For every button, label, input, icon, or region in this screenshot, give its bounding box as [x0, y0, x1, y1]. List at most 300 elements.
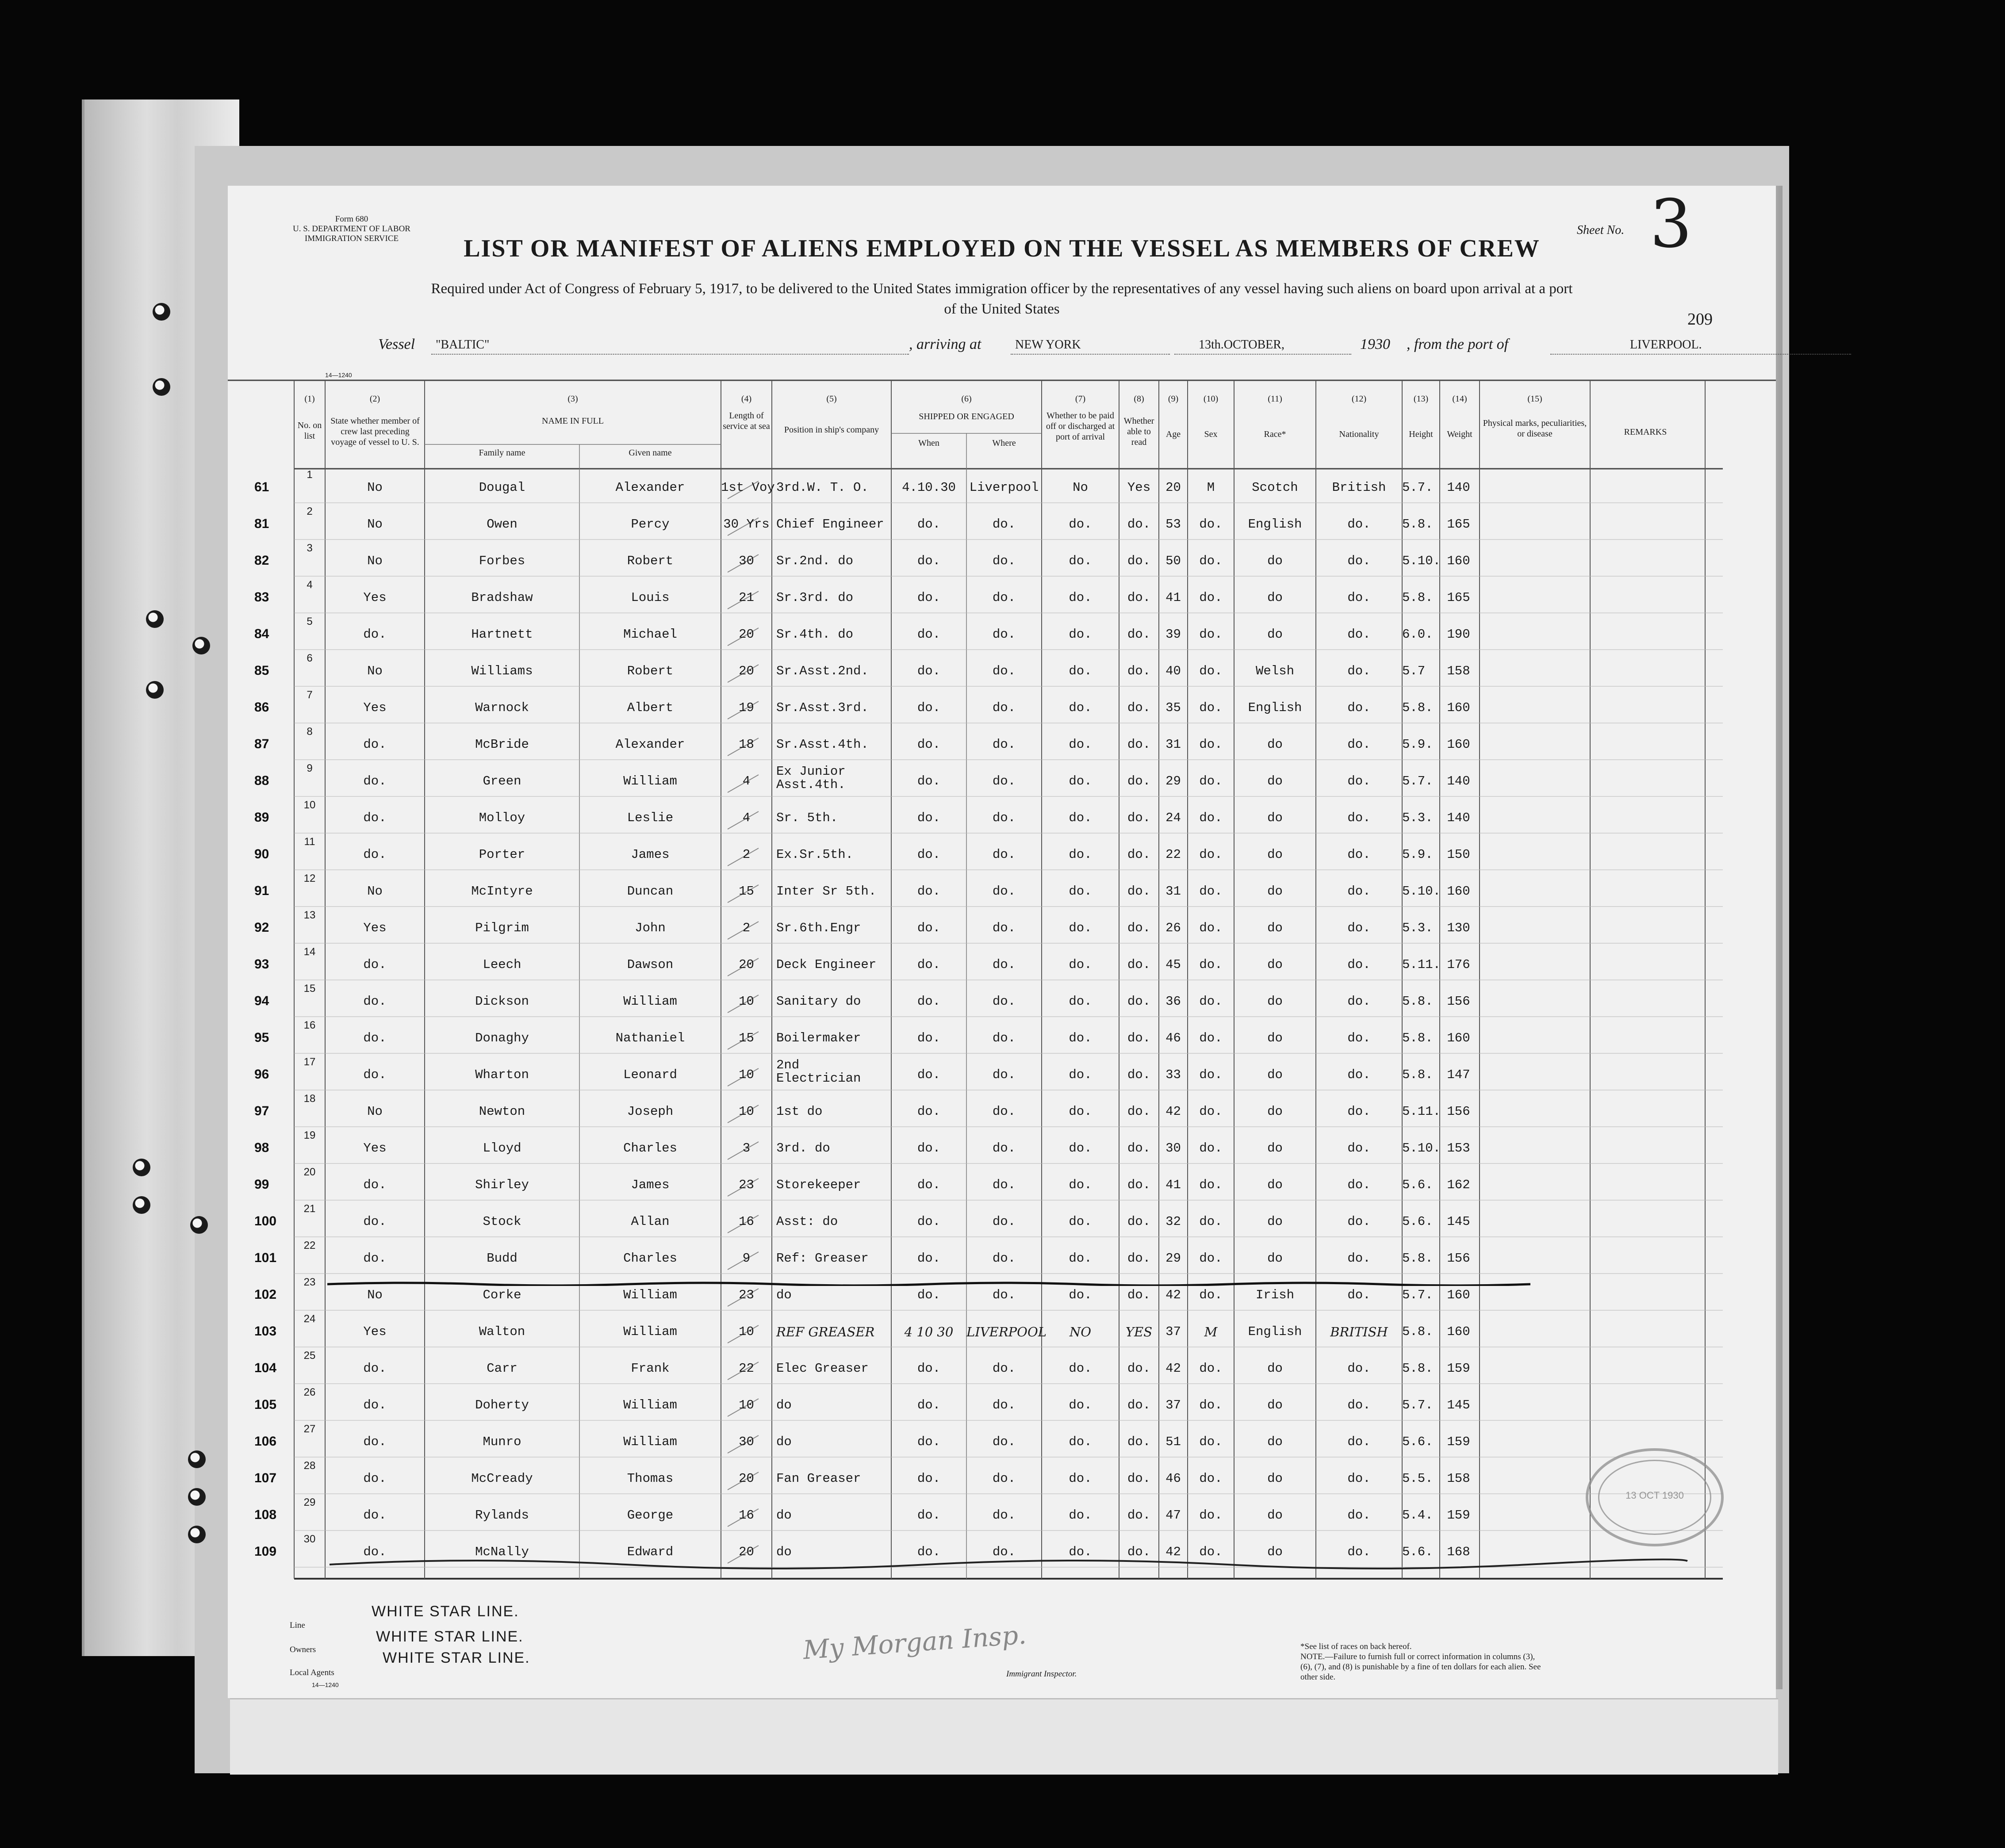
crew-cell-prev: do. — [363, 1178, 387, 1192]
crew-cell-race: do — [1267, 1398, 1283, 1412]
crew-cell-given: Percy — [631, 517, 670, 532]
crew-cell-where: do. — [992, 1031, 1016, 1045]
crew-cell-when: do. — [917, 554, 941, 568]
crew-cell-nat: do. — [1347, 1288, 1371, 1302]
crew-cell-paid: do. — [1069, 627, 1092, 642]
crew-cell-sex: do. — [1199, 517, 1223, 532]
crew-cell-service: 4 — [742, 811, 751, 825]
crew-cell-prev: do. — [363, 1435, 387, 1449]
crew-cell-race: do — [1267, 737, 1283, 752]
crew-cell-no: 11 — [304, 836, 315, 848]
crew-cell-family: Dougal — [479, 480, 525, 495]
crew-cell-family: Owen — [487, 517, 518, 532]
crew-cell-when: do. — [917, 957, 941, 972]
col8-number: (8) — [1134, 394, 1144, 404]
crew-cell-age: 40 — [1165, 664, 1181, 678]
arrival-year: 1930 — [1360, 336, 1390, 352]
crew-cell-service: 15 — [739, 1031, 754, 1045]
crew-cell-service: 20 — [739, 627, 754, 642]
arrival-date: 13th.OCTOBER, — [1199, 338, 1284, 352]
crew-cell-when: do. — [917, 1031, 941, 1045]
crew-cell-position: Sanitary do — [776, 994, 861, 1009]
crew-cell-service: 10 — [739, 1398, 754, 1412]
ledger-number: 109 — [254, 1544, 277, 1559]
crew-cell-paid: do. — [1069, 1508, 1092, 1523]
col5-number: (5) — [826, 394, 837, 404]
crew-cell-position: Sr.6th.Engr — [776, 921, 861, 935]
crew-cell-nat: do. — [1347, 1508, 1371, 1523]
crew-cell-height: 5.7 — [1402, 664, 1426, 678]
crew-cell-no: 21 — [303, 1203, 316, 1215]
crew-cell-where: do. — [992, 554, 1016, 568]
crew-cell-race: do — [1267, 1031, 1283, 1045]
crew-cell-when: do. — [917, 811, 941, 825]
crew-cell-given: Louis — [631, 590, 670, 605]
crew-cell-prev: Yes — [363, 1324, 387, 1339]
crew-cell-height: 5.8. — [1402, 700, 1433, 715]
crew-cell-weight: 147 — [1447, 1067, 1470, 1082]
crew-cell-family: Molloy — [479, 811, 525, 825]
crew-cell-height: 5.7. — [1402, 480, 1433, 495]
crew-cell-age: 36 — [1165, 994, 1181, 1009]
crew-cell-height: 5.7. — [1402, 1288, 1433, 1302]
crew-cell-position: Sr.Asst.2nd. — [776, 664, 869, 678]
crew-cell-family: Forbes — [479, 554, 525, 568]
crew-cell-where: do. — [992, 1545, 1016, 1559]
crew-cell-age: 24 — [1165, 811, 1181, 825]
crew-cell-sex: do. — [1199, 811, 1223, 825]
crew-cell-age: 32 — [1165, 1214, 1181, 1229]
crew-cell-paid: No — [1073, 480, 1088, 495]
crew-cell-age: 42 — [1165, 1288, 1181, 1302]
crew-cell-age: 29 — [1165, 1251, 1181, 1266]
crew-cell-sex: do. — [1199, 774, 1223, 788]
col1-number: (1) — [304, 394, 315, 404]
crew-cell-sex: do. — [1199, 664, 1223, 678]
crew-cell-age: 42 — [1165, 1104, 1181, 1119]
crew-cell-where: do. — [992, 1398, 1016, 1412]
department-name: U. S. DEPARTMENT OF LABOR — [293, 224, 410, 233]
crew-cell-no: 3 — [307, 542, 313, 554]
inspector-label: Immigrant Inspector. — [1006, 1669, 1077, 1679]
crew-cell-weight: 130 — [1447, 921, 1470, 935]
ledger-number: 84 — [254, 627, 269, 641]
col12-header: Nationality — [1339, 429, 1379, 439]
crew-cell-given: Leslie — [627, 811, 674, 825]
crew-cell-where: do. — [992, 994, 1016, 1009]
crew-cell-position: Deck Engineer — [776, 957, 877, 972]
crew-cell-no: 2 — [307, 505, 313, 517]
crew-cell-nat: do. — [1347, 811, 1371, 825]
crew-cell-race: do — [1267, 1508, 1283, 1523]
crew-cell-prev: do. — [363, 1214, 387, 1229]
crew-cell-paid: do. — [1069, 811, 1092, 825]
ledger-number: 81 — [254, 517, 269, 531]
crew-cell-prev: do. — [363, 847, 387, 862]
crew-cell-weight: 140 — [1447, 811, 1470, 825]
crew-cell-nat: do. — [1347, 1398, 1371, 1412]
col7-number: (7) — [1075, 394, 1086, 404]
crew-cell-paid: do. — [1069, 1104, 1092, 1119]
crew-cell-race: do — [1267, 1545, 1283, 1559]
crew-cell-position: 1st do — [776, 1104, 823, 1119]
crew-cell-when: do. — [917, 1545, 941, 1559]
punch-hole — [192, 637, 210, 654]
crew-cell-given: Duncan — [627, 884, 674, 899]
crew-cell-read: do. — [1127, 1178, 1151, 1192]
from-port-label: , from the port of — [1407, 336, 1509, 352]
ledger-number: 101 — [254, 1251, 277, 1265]
crew-cell-service: 23 — [739, 1178, 754, 1192]
crew-cell-nat: do. — [1347, 627, 1371, 642]
crew-cell-family: Lloyd — [483, 1141, 521, 1155]
crew-cell-when: do. — [917, 1067, 941, 1082]
col5-header: Position in ship's company — [784, 425, 879, 435]
crew-cell-no: 4 — [307, 579, 313, 591]
crew-cell-family: McNally — [475, 1545, 529, 1559]
crew-cell-given: Nathaniel — [615, 1031, 685, 1045]
crew-cell-given: Michael — [623, 627, 677, 642]
crew-cell-age: 39 — [1165, 627, 1181, 642]
crew-cell-service: 20 — [739, 957, 754, 972]
crew-cell-read: do. — [1127, 1141, 1151, 1155]
manifest-sheet — [228, 186, 1776, 1698]
crew-cell-prev: No — [367, 884, 383, 899]
crew-cell-read: do. — [1127, 1104, 1151, 1119]
crew-cell-no: 8 — [307, 726, 313, 738]
crew-cell-height: 5.10. — [1402, 1141, 1441, 1155]
crew-cell-paid: do. — [1069, 921, 1092, 935]
crew-cell-when: do. — [917, 884, 941, 899]
crew-cell-where: Liverpool — [969, 480, 1039, 495]
crew-cell-weight: 160 — [1447, 700, 1470, 715]
crew-cell-family: Williams — [471, 664, 533, 678]
crew-cell-no: 14 — [303, 946, 316, 958]
col13-header: Height — [1409, 429, 1433, 439]
crew-cell-service: 21 — [739, 590, 754, 605]
crew-cell-read: do. — [1127, 1471, 1151, 1486]
crew-cell-height: 5.4. — [1402, 1508, 1433, 1523]
crew-cell-nat: do. — [1347, 664, 1371, 678]
crew-cell-read: do. — [1127, 664, 1151, 678]
crew-cell-service: 30 Yrs — [723, 517, 770, 532]
crew-cell-paid: do. — [1069, 700, 1092, 715]
punch-hole — [190, 1216, 208, 1234]
crew-cell-sex: do. — [1199, 1398, 1223, 1412]
ledger-number: 92 — [254, 920, 269, 935]
crew-cell-height: 5.6. — [1402, 1545, 1433, 1559]
crew-cell-given: Leonard — [623, 1067, 677, 1082]
crew-cell-service: 4 — [742, 774, 751, 788]
crew-cell-service: 23 — [739, 1288, 754, 1302]
sheet-number-label: Sheet No. — [1577, 223, 1625, 237]
page-subtitle: Required under Act of Congress of February 5, 1917, to be delivered to the United States immigration officer by the representatives of any vessel having such aliens on board upon arrival at a port of the United States — [431, 281, 1573, 317]
crew-cell-when: do. — [917, 1398, 941, 1412]
ledger-number: 98 — [254, 1140, 269, 1155]
crew-cell-when: do. — [917, 1435, 941, 1449]
crew-cell-service: 30 — [739, 1435, 754, 1449]
form-code-top: 14—1240 — [325, 371, 352, 379]
crew-cell-given: John — [635, 921, 666, 935]
crew-cell-race: do — [1267, 1251, 1283, 1266]
crew-cell-read: do. — [1127, 884, 1151, 899]
crew-cell-read: do. — [1127, 811, 1151, 825]
crew-cell-prev: do. — [363, 1031, 387, 1045]
crew-cell-where: do. — [992, 664, 1016, 678]
crew-cell-family: Newton — [479, 1104, 525, 1119]
crew-cell-nat: do. — [1347, 1141, 1371, 1155]
crew-cell-when: do. — [917, 1288, 941, 1302]
crew-cell-when: do. — [917, 1471, 941, 1486]
crew-cell-family: Munro — [483, 1435, 521, 1449]
crew-cell-read: do. — [1127, 1435, 1151, 1449]
crew-cell-race: do — [1267, 1141, 1283, 1155]
crew-cell-height: 5.11. — [1402, 1104, 1441, 1119]
crew-cell-nat: do. — [1347, 1361, 1371, 1376]
crew-cell-given: James — [631, 847, 670, 862]
crew-cell-race: English — [1248, 517, 1302, 532]
col15-number: (15) — [1527, 394, 1542, 404]
crew-cell-sex: do. — [1199, 1178, 1223, 1192]
ledger-number: 93 — [254, 957, 269, 972]
crew-cell-given: Robert — [627, 664, 674, 678]
crew-cell-service: 3 — [742, 1141, 751, 1155]
crew-cell-height: 5.8. — [1402, 590, 1433, 605]
remarks-header: REMARKS — [1624, 427, 1667, 437]
arrival-port: NEW YORK — [1015, 338, 1081, 352]
page-number: 209 — [1687, 310, 1713, 329]
crew-cell-height: 5.6. — [1402, 1178, 1433, 1192]
punch-hole — [146, 610, 164, 628]
crew-cell-prev: do. — [363, 1471, 387, 1486]
crew-cell-read: do. — [1127, 1251, 1151, 1266]
crew-cell-position: do — [776, 1545, 792, 1559]
crew-cell-given: William — [623, 1324, 677, 1339]
crew-cell-race: English — [1248, 700, 1302, 715]
crew-cell-where: do. — [992, 1435, 1016, 1449]
crew-cell-nat: do. — [1347, 994, 1371, 1009]
crew-cell-weight: 150 — [1447, 847, 1470, 862]
crew-cell-height: 5.7. — [1402, 1398, 1433, 1412]
crew-cell-prev: do. — [363, 1508, 387, 1523]
crew-cell-no: 26 — [303, 1386, 316, 1398]
punch-hole — [133, 1159, 150, 1176]
crew-cell-when: do. — [917, 1251, 941, 1266]
ledger-number: 82 — [254, 553, 269, 568]
crew-cell-paid: do. — [1069, 554, 1092, 568]
crew-cell-age: 42 — [1165, 1361, 1181, 1376]
crew-cell-given: Allan — [631, 1214, 670, 1229]
crew-cell-race: do — [1267, 590, 1283, 605]
crew-cell-sex: do. — [1199, 1361, 1223, 1376]
col4-header: Length of service at sea — [723, 411, 770, 431]
crew-cell-position: do — [776, 1508, 792, 1523]
crew-cell-read: do. — [1127, 847, 1151, 862]
ledger-number: 105 — [254, 1397, 277, 1412]
crew-cell-where: do. — [992, 1104, 1016, 1119]
crew-cell-service: 18 — [739, 737, 754, 752]
crew-cell-weight: 160 — [1447, 1288, 1470, 1302]
crew-cell-race: do — [1267, 1178, 1283, 1192]
col11-number: (11) — [1268, 394, 1282, 404]
crew-cell-prev: No — [367, 480, 383, 495]
crew-cell-family: Shirley — [475, 1178, 529, 1192]
crew-cell-prev: do. — [363, 1251, 387, 1266]
crew-cell-given: Charles — [623, 1251, 677, 1266]
crew-cell-nat: do. — [1347, 847, 1371, 862]
col6-header: SHIPPED OR ENGAGED — [919, 412, 1014, 421]
crew-cell-weight: 158 — [1447, 1471, 1470, 1486]
crew-cell-sex: do. — [1199, 1545, 1223, 1559]
crew-cell-nat: do. — [1347, 921, 1371, 935]
ledger-number: 87 — [254, 737, 269, 751]
crew-cell-nat: do. — [1347, 590, 1371, 605]
crew-cell-height: 5.9. — [1402, 847, 1433, 862]
crew-cell-read: do. — [1127, 1214, 1151, 1229]
crew-cell-sex: do. — [1199, 957, 1223, 972]
crew-cell-position: Ref: Greaser — [776, 1251, 869, 1266]
crew-cell-position: Inter Sr 5th. — [776, 884, 877, 899]
agents-value: WHITE STAR LINE. — [383, 1649, 530, 1666]
crew-cell-position: Ex.Sr.5th. — [776, 847, 854, 862]
crew-cell-prev: do. — [363, 737, 387, 752]
crew-cell-where: do. — [992, 1508, 1016, 1523]
crew-cell-position: do — [776, 1435, 792, 1449]
crew-cell-position: Chief Engineer — [776, 517, 884, 532]
crew-cell-height: 5.9. — [1402, 737, 1433, 752]
punch-hole — [188, 1526, 206, 1543]
crew-cell-family: McIntyre — [471, 884, 533, 899]
crew-cell-prev: do. — [363, 1361, 387, 1376]
crew-cell-family: Dickson — [475, 994, 529, 1009]
crew-cell-race: do — [1267, 994, 1283, 1009]
col6-number: (6) — [961, 394, 972, 404]
crew-cell-nat: do. — [1347, 1067, 1371, 1082]
crew-cell-when: 4.10.30 — [902, 480, 956, 495]
crew-cell-no: 24 — [303, 1313, 316, 1325]
crew-cell-no: 16 — [303, 1019, 316, 1031]
agents-label: Local Agents — [290, 1668, 334, 1677]
crew-cell-sex: do. — [1199, 554, 1223, 568]
ledger-number: 107 — [254, 1471, 277, 1485]
col1-header: No. on list — [297, 421, 322, 441]
crew-cell-height: 5.3. — [1402, 811, 1433, 825]
crew-cell-when: do. — [917, 737, 941, 752]
crew-cell-weight: 159 — [1447, 1508, 1470, 1523]
owners-label: Owners — [290, 1645, 316, 1654]
crew-cell-race: do — [1267, 554, 1283, 568]
crew-cell-age: 29 — [1165, 774, 1181, 788]
crew-cell-family: Porter — [479, 847, 525, 862]
crew-cell-height: 5.6. — [1402, 1435, 1433, 1449]
punch-hole — [133, 1196, 150, 1214]
ledger-number: 104 — [254, 1361, 277, 1375]
crew-cell-weight: 156 — [1447, 1104, 1470, 1119]
crew-cell-weight: 159 — [1447, 1435, 1470, 1449]
crew-cell-service: 9 — [742, 1251, 751, 1266]
crew-cell-when: do. — [917, 994, 941, 1009]
col2-header: State whether member of crew last preceding voyage of vessel to U. S. — [330, 416, 420, 447]
crew-cell-service: 30 — [739, 554, 754, 568]
crew-cell-height: 5.6. — [1402, 1214, 1433, 1229]
line-value: WHITE STAR LINE. — [372, 1603, 519, 1620]
punch-hole — [153, 378, 170, 396]
crew-cell-service: 20 — [739, 1471, 754, 1486]
owners-value: WHITE STAR LINE. — [376, 1628, 524, 1645]
crew-cell-read: do. — [1127, 994, 1151, 1009]
crew-cell-weight: 160 — [1447, 884, 1470, 899]
crew-cell-family: McCready — [471, 1471, 533, 1486]
crew-cell-position: Asst: do — [776, 1214, 838, 1229]
col4-number: (4) — [741, 394, 752, 404]
crew-cell-paid: do. — [1069, 1214, 1092, 1229]
crew-cell-no: 29 — [303, 1496, 316, 1508]
crew-cell-given: Albert — [627, 700, 674, 715]
crew-cell-no: 5 — [307, 616, 313, 627]
crew-cell-given: William — [623, 774, 677, 788]
crew-cell-no: 1 — [307, 469, 313, 481]
crew-cell-sex: do. — [1199, 590, 1223, 605]
crew-cell-where: do. — [992, 1288, 1016, 1302]
crew-cell-height: 5.8. — [1402, 1031, 1433, 1045]
crew-cell-given: William — [623, 1435, 677, 1449]
crew-cell-given: William — [623, 994, 677, 1009]
crew-cell-no: 23 — [303, 1276, 316, 1288]
crew-cell-where: do. — [992, 884, 1016, 899]
received-stamp — [1586, 1448, 1724, 1546]
crew-cell-prev: No — [367, 664, 383, 678]
col6-when-header: When — [918, 438, 939, 448]
crew-cell-age: 51 — [1165, 1435, 1181, 1449]
ledger-number: 103 — [254, 1324, 277, 1339]
crew-cell-no: 12 — [303, 872, 316, 884]
crew-cell-sex: do. — [1199, 1251, 1223, 1266]
col3-header: NAME IN FULL — [542, 416, 604, 426]
crew-cell-paid: do. — [1069, 1141, 1092, 1155]
crew-cell-family: McBride — [475, 737, 529, 752]
ledger-number: 97 — [254, 1104, 269, 1118]
crew-cell-where: do. — [992, 737, 1016, 752]
col10-number: (10) — [1203, 394, 1219, 404]
crew-cell-sex: do. — [1199, 1288, 1223, 1302]
crew-cell-race: do — [1267, 884, 1283, 899]
races-note: *See list of races on back hereof. — [1300, 1642, 1412, 1651]
crew-cell-given: Thomas — [627, 1471, 674, 1486]
crew-cell-paid: do. — [1069, 1361, 1092, 1376]
stamp-date: 13 OCT 1930 — [1625, 1490, 1684, 1501]
crew-cell-paid: do. — [1069, 664, 1092, 678]
punch-hole — [153, 303, 170, 321]
crew-cell-service: 16 — [739, 1214, 754, 1229]
crew-cell-family: Leech — [483, 957, 521, 972]
crew-cell-position: Ex Junior Asst.4th. — [776, 764, 846, 792]
crew-cell-age: 50 — [1165, 554, 1181, 568]
crew-cell-race: Scotch — [1252, 480, 1298, 495]
col3-number: (3) — [567, 394, 578, 404]
crew-cell-where: do. — [992, 590, 1016, 605]
crew-cell-no: 10 — [303, 799, 316, 811]
crew-cell-when: do. — [917, 1361, 941, 1376]
crew-cell-weight: 158 — [1447, 664, 1470, 678]
crew-cell-where: do. — [992, 700, 1016, 715]
crew-cell-paid: do. — [1069, 517, 1092, 532]
crew-cell-paid: do. — [1069, 1067, 1092, 1082]
crew-cell-where: do. — [992, 1251, 1016, 1266]
crew-cell-nat: do. — [1347, 1031, 1371, 1045]
crew-cell-sex: do. — [1199, 1435, 1223, 1449]
crew-cell-position: 2nd Electrician — [776, 1058, 861, 1086]
crew-cell-where: do. — [992, 1361, 1016, 1376]
